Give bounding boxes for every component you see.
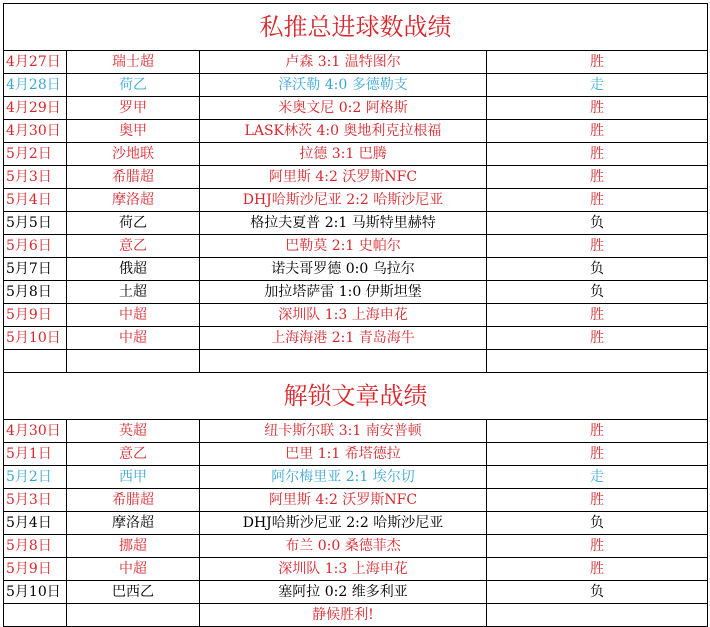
league-cell: 俄超 <box>67 258 200 281</box>
section1-record-row <box>4 166 708 189</box>
blank-cell <box>487 350 708 373</box>
result-cell: 胜 <box>487 143 708 166</box>
match-cell: 布兰 0:0 桑德菲杰 <box>200 535 487 558</box>
match-cell: 拉德 3:1 巴腾 <box>200 143 487 166</box>
date-cell: 5月8日 <box>4 535 67 558</box>
league-cell: 罗甲 <box>67 97 200 120</box>
result-cell: 胜 <box>487 189 708 212</box>
section1-title: 私推总进球数战绩 <box>4 4 708 51</box>
date-cell: 5月9日 <box>4 304 67 327</box>
blank-cell <box>67 350 200 373</box>
date-cell: 5月10日 <box>4 327 67 350</box>
result-cell: 负 <box>487 512 708 535</box>
match-cell: 格拉夫夏普 2:1 马斯特里赫特 <box>200 212 487 235</box>
league-cell: 希腊超 <box>67 489 200 512</box>
league-cell: 摩洛超 <box>67 189 200 212</box>
date-cell: 5月5日 <box>4 212 67 235</box>
result-cell: 走 <box>487 74 708 97</box>
section2-record-row <box>4 443 708 466</box>
match-cell: 泽沃勒 4:0 多德勒支 <box>200 74 487 97</box>
match-cell: DHJ哈斯沙尼亚 2:2 哈斯沙尼亚 <box>200 189 487 212</box>
date-cell: 4月28日 <box>4 74 67 97</box>
league-cell: 中超 <box>67 558 200 581</box>
match-cell: 上海海港 2:1 青岛海牛 <box>200 327 487 350</box>
match-cell: 巴里 1:1 希塔德拉 <box>200 443 487 466</box>
league-cell: 荷乙 <box>67 74 200 97</box>
section2-record-row <box>4 420 708 443</box>
league-cell: 挪超 <box>67 535 200 558</box>
section1-record-row <box>4 120 708 143</box>
result-cell: 胜 <box>487 535 708 558</box>
section1-title-row <box>4 4 708 51</box>
section2-title: 解锁文章战绩 <box>4 373 708 420</box>
result-cell: 负 <box>487 212 708 235</box>
blank-cell <box>487 604 708 627</box>
result-cell: 胜 <box>487 489 708 512</box>
blank-cell <box>67 604 200 627</box>
result-cell: 负 <box>487 281 708 304</box>
match-cell: 塞阿拉 0:2 维多利亚 <box>200 581 487 604</box>
result-cell: 胜 <box>487 51 708 74</box>
league-cell: 巴西乙 <box>67 581 200 604</box>
league-cell: 摩洛超 <box>67 512 200 535</box>
result-cell: 走 <box>487 466 708 489</box>
league-cell: 意乙 <box>67 235 200 258</box>
date-cell: 5月8日 <box>4 281 67 304</box>
section2-record-row <box>4 512 708 535</box>
result-cell: 胜 <box>487 304 708 327</box>
date-cell: 4月27日 <box>4 51 67 74</box>
result-cell: 负 <box>487 258 708 281</box>
section1-record-row <box>4 97 708 120</box>
result-cell: 胜 <box>487 558 708 581</box>
league-cell: 瑞士超 <box>67 51 200 74</box>
date-cell: 5月2日 <box>4 466 67 489</box>
section2-record-row <box>4 535 708 558</box>
section1-record-row <box>4 143 708 166</box>
record-sheet <box>3 3 707 627</box>
section1-record-row <box>4 212 708 235</box>
result-cell: 胜 <box>487 443 708 466</box>
league-cell: 中超 <box>67 327 200 350</box>
blank-cell <box>4 350 67 373</box>
result-cell: 胜 <box>487 235 708 258</box>
date-cell: 5月4日 <box>4 512 67 535</box>
date-cell: 5月6日 <box>4 235 67 258</box>
league-cell: 荷乙 <box>67 212 200 235</box>
date-cell: 5月4日 <box>4 189 67 212</box>
result-cell: 负 <box>487 581 708 604</box>
date-cell: 5月3日 <box>4 166 67 189</box>
blank-cell <box>4 604 67 627</box>
match-cell: 加拉塔萨雷 1:0 伊斯坦堡 <box>200 281 487 304</box>
match-cell: DHJ哈斯沙尼亚 2:2 哈斯沙尼亚 <box>200 512 487 535</box>
league-cell: 意乙 <box>67 443 200 466</box>
date-cell: 4月30日 <box>4 120 67 143</box>
section1-blank-row <box>4 350 708 373</box>
league-cell: 中超 <box>67 304 200 327</box>
footer-note: 静候胜利! <box>200 604 487 627</box>
league-cell: 英超 <box>67 420 200 443</box>
date-cell: 4月30日 <box>4 420 67 443</box>
date-cell: 4月29日 <box>4 97 67 120</box>
section2-record-row <box>4 558 708 581</box>
match-cell: 纽卡斯尔联 3:1 南安普顿 <box>200 420 487 443</box>
date-cell: 5月1日 <box>4 443 67 466</box>
section1-record-row <box>4 51 708 74</box>
match-cell: 阿里斯 4:2 沃罗斯NFC <box>200 166 487 189</box>
section1-record-row <box>4 74 708 97</box>
match-cell: 深圳队 1:3 上海申花 <box>200 558 487 581</box>
section1-record-row <box>4 258 708 281</box>
result-cell: 胜 <box>487 166 708 189</box>
league-cell: 土超 <box>67 281 200 304</box>
section1-record-row <box>4 304 708 327</box>
match-cell: 阿里斯 4:2 沃罗斯NFC <box>200 489 487 512</box>
date-cell: 5月9日 <box>4 558 67 581</box>
league-cell: 希腊超 <box>67 166 200 189</box>
section1-record-row <box>4 327 708 350</box>
match-cell: 巴勒莫 2:1 史帕尔 <box>200 235 487 258</box>
match-cell: LASK林茨 4:0 奥地利克拉根福 <box>200 120 487 143</box>
section2-title-row <box>4 373 708 420</box>
section2-footer-row <box>4 604 708 627</box>
result-cell: 胜 <box>487 120 708 143</box>
section2-record-row <box>4 581 708 604</box>
league-cell: 沙地联 <box>67 143 200 166</box>
league-cell: 西甲 <box>67 466 200 489</box>
match-cell: 卢森 3:1 温特图尔 <box>200 51 487 74</box>
match-cell: 米奥文尼 0:2 阿格斯 <box>200 97 487 120</box>
result-cell: 胜 <box>487 327 708 350</box>
date-cell: 5月10日 <box>4 581 67 604</box>
result-cell: 胜 <box>487 97 708 120</box>
section2-record-row <box>4 489 708 512</box>
match-cell: 诺夫哥罗德 0:0 乌拉尔 <box>200 258 487 281</box>
match-cell: 阿尔梅里亚 2:1 埃尔切 <box>200 466 487 489</box>
section1-record-row <box>4 235 708 258</box>
section1-record-row <box>4 281 708 304</box>
match-cell: 深圳队 1:3 上海申花 <box>200 304 487 327</box>
record-table <box>3 3 708 627</box>
date-cell: 5月2日 <box>4 143 67 166</box>
result-cell: 胜 <box>487 420 708 443</box>
blank-cell <box>200 350 487 373</box>
date-cell: 5月7日 <box>4 258 67 281</box>
date-cell: 5月3日 <box>4 489 67 512</box>
section1-record-row <box>4 189 708 212</box>
league-cell: 奥甲 <box>67 120 200 143</box>
section2-record-row <box>4 466 708 489</box>
